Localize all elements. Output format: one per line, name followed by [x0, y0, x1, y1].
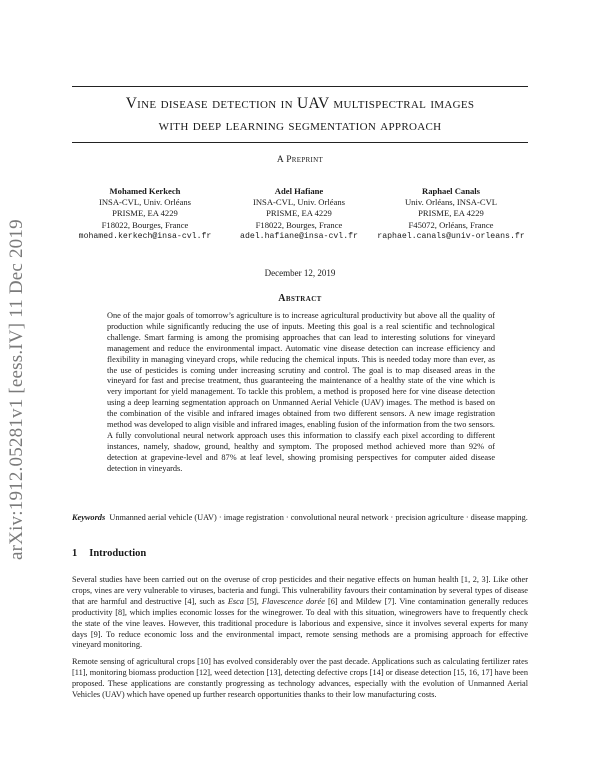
author-email[interactable]: raphael.canals@univ-orleans.fr: [377, 231, 525, 241]
intro-paragraph-1: [72, 575, 528, 651]
title-top-rule: [72, 86, 528, 87]
intro-p1-text-a: Several studies have been carried out on the overuse of crop pesticides and their negative effects on human health [1, 2, 3]. Like other crops, vines are very vulnerable to viruses, bacteria and fungi. This vulnerability favours their contamination by several types of disease that are harmful and destructive [4], such as: [72, 575, 528, 606]
author-affiliation: INSA-CVL, Univ. Orléans: [98, 197, 192, 208]
intro-p1-text-b: [5],: [243, 596, 262, 606]
keywords-text: Unmanned aerial vehicle (UAV) · image registration · convolutional neural network · precision agriculture · disease mapping.: [109, 513, 528, 522]
author-address: F18022, Bourges, France: [255, 219, 343, 230]
keywords: [72, 513, 528, 524]
section-title: Introduction: [89, 548, 147, 559]
section-heading: [72, 548, 146, 559]
author-address: F45072, Orléans, France: [408, 219, 494, 230]
author-lab: PRISME, EA 4229: [418, 208, 484, 219]
keywords-label: Keywords: [72, 513, 106, 522]
intro-p1-flavescence: Flavescence dorée: [261, 596, 325, 606]
author-lab: PRISME, EA 4229: [266, 208, 332, 219]
author-email[interactable]: mohamed.kerkech@insa-cvl.fr: [78, 231, 212, 241]
author-email[interactable]: adel.hafiane@insa-cvl.fr: [240, 231, 358, 241]
abstract-heading: Abstract: [278, 293, 322, 304]
abstract-text: One of the major goals of tomorrow’s agriculture is to increase agricultural productivity but above all the quality of production while significantly reducing the use of inputs. Meeting this goal is a real scientific and technological challenge. Smart farming is among the promising approaches that can lead to interesting solutions for vineyard management and reduce the environmental impact. Automatic vine disease detection can increase efficiency and flexibility in managing vineyard crops, while reducing the chemical inputs. This is needed today more than ever, as the use of pesticides is coming under increasing scrutiny and control. The goal is to map diseased areas in the vineyard for fast and precise treatment, thus guaranteeing the maintenance of a healthy state of the vine which is very important for yield management. To tackle this problem, a method is proposed here for vine disease detection using a deep learning segmentation approach on Unmanned Aerial Vehicle (UAV) images. The method is based on the combination of the visible and infrared images obtained from two different sensors. A new image registration method was developed to align visible and infrared images, enabling fusion of the information from the two sensors. A fully convolutional neural network approach uses this information to classify each pixel according to different instances, namely, shadow, ground, healthy and symptom. The proposed method achieved more than 92% of detection at grapevine-level and 87% at leaf level, showing promising perspectives for computer aided disease detection in vineyards.: [107, 311, 495, 473]
author-affiliation: INSA-CVL, Univ. Orléans: [252, 197, 346, 208]
paper-title: [72, 93, 528, 137]
preprint-label: A Preprint: [276, 155, 324, 165]
title-line-1: Vine disease detection in UAV multispectral images: [125, 95, 475, 112]
author-affiliation: Univ. Orléans, INSA-CVL: [404, 197, 498, 208]
title-bottom-rule: [72, 142, 528, 143]
section-number: 1: [72, 548, 78, 559]
author-block-3: [371, 186, 531, 242]
arxiv-stamp: arXiv:1912.05281v1 [eess.IV] 11 Dec 2019: [6, 219, 27, 560]
paper-date: December 12, 2019: [264, 268, 336, 278]
author-name: Raphael Canals: [421, 186, 481, 196]
author-name: Adel Hafiane: [274, 186, 324, 196]
author-block-1: [70, 186, 220, 242]
author-name: Mohamed Kerkech: [109, 186, 181, 196]
title-line-2: with deep learning segmentation approach: [158, 117, 442, 134]
intro-p1-text-c: [6] and Mildew [7]. Vine contamination generally reduces productivity [8], which implies economic losses for the winegrower. To deal with this situation, winegrowers have to frequently check the state of the vine leaves. However, this traditional procedure is laborious and expensive, since it involves several experts for many days [9]. To reduce economic loss and the environmental impact, remote sensing methods are a promising approach for effective vineyard monitoring.: [72, 596, 528, 650]
author-lab: PRISME, EA 4229: [112, 208, 178, 219]
author-block-2: [224, 186, 374, 242]
intro-paragraph-2: Remote sensing of agricultural crops [10] has evolved considerably over the past decade. Applications such as calculating fertilizer rates [11], monitoring biomass production [12], weed detection [13], detecting defective crops [14] or disease detection [15, 16, 17] have been proposed. These applications are constantly progressing as technology advances, especially with the evolution of Unmanned Aerial Vehicles (UAV) which have opened up further research opportunities thanks to their low manufacturing costs.: [72, 657, 528, 699]
intro-p1-esca: Esca: [227, 596, 244, 606]
author-address: F18022, Bourges, France: [101, 219, 189, 230]
